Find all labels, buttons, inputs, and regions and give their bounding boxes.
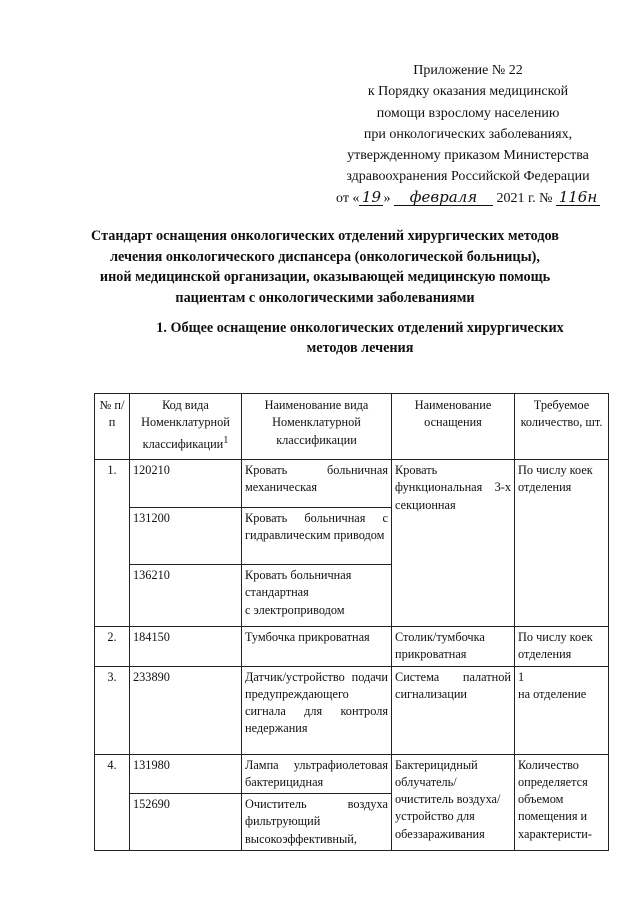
cell-qty-value: 1 bbox=[518, 669, 525, 684]
cell-code: 152690 bbox=[130, 794, 242, 851]
title-line: пациентам с онкологическими заболеваниями bbox=[175, 289, 475, 306]
cell-code: 131200 bbox=[130, 508, 242, 565]
cell-name-tail: с электроприводом bbox=[245, 602, 345, 617]
header-name: Наименование вида Номенклатурной классификации bbox=[242, 394, 392, 460]
appendix-line: помощи взрослому населению bbox=[376, 105, 560, 121]
cell-equipment: Столик/тумбочка прикроватная bbox=[392, 627, 515, 667]
cell-qty: Количество определяется объемом помещения и характеристи- bbox=[515, 754, 609, 850]
header-num: № п/п bbox=[95, 394, 130, 460]
appendix-block bbox=[318, 60, 618, 209]
table-header-row bbox=[95, 394, 609, 460]
header-code bbox=[130, 394, 242, 460]
footnote-marker: 1 bbox=[223, 434, 229, 446]
date-mid: » bbox=[383, 190, 391, 206]
cell-name: Тумбочка прикроватная bbox=[242, 627, 392, 667]
cell-name: Лампа ультрафиолетовая бактерицидная bbox=[242, 754, 392, 794]
cell-num: 4. bbox=[95, 754, 130, 850]
table-row bbox=[95, 627, 609, 667]
date-month-handwritten: февраля bbox=[394, 190, 493, 206]
order-number-handwritten: 116н bbox=[556, 190, 600, 206]
cell-name: Кровать больничная с гидравлическим приводом bbox=[242, 508, 392, 565]
cell-name: Кровать больничная механическая bbox=[242, 460, 392, 508]
cell-name: Датчик/устройство подачи предупреждающего сигнала для контроля недержания bbox=[242, 666, 392, 754]
cell-equipment: Кровать функциональная 3-х секционная bbox=[392, 460, 515, 627]
cell-equipment: Бактерицидный облучатель/ очиститель воздуха/ устройство для обеззараживания bbox=[392, 754, 515, 850]
title-line: лечения онкологического диспансера (онкологической больницы), bbox=[110, 248, 540, 265]
cell-qty: По числу коек отделения bbox=[515, 460, 609, 627]
section-line: методов лечения bbox=[306, 340, 414, 356]
cell-code: 120210 bbox=[130, 460, 242, 508]
appendix-date-line bbox=[318, 188, 618, 209]
cell-name: Очиститель воздуха фильтрующий высокоэффективный, bbox=[242, 794, 392, 851]
appendix-line: здравоохранения Российской Федерации bbox=[346, 169, 590, 185]
cell-code: 131980 bbox=[130, 754, 242, 794]
header-equipment: Наименование оснащения bbox=[392, 394, 515, 460]
appendix-line: при онкологических заболеваниях, bbox=[363, 126, 573, 142]
title-line: иной медицинской организации, оказывающей медицинскую помощь bbox=[99, 269, 551, 285]
appendix-line: утвержденному приказом Министерства bbox=[347, 148, 589, 164]
title-line: Стандарт оснащения онкологических отделений хирургических методов bbox=[91, 228, 559, 244]
cell-equipment: Система палатной сигнализации bbox=[392, 666, 515, 754]
table-row bbox=[95, 754, 609, 794]
date-prefix: от « bbox=[336, 190, 360, 206]
cell-code: 136210 bbox=[130, 565, 242, 627]
cell-num: 2. bbox=[95, 627, 130, 667]
table-row bbox=[95, 666, 609, 754]
cell-qty: По числу коек отделения bbox=[515, 627, 609, 667]
cell-num: 1. bbox=[95, 460, 130, 627]
cell-name-text: Кровать больничная стандартная bbox=[245, 568, 352, 600]
date-year: 2021 г. № bbox=[496, 190, 553, 206]
cell-name bbox=[242, 565, 392, 627]
header-code-text: Код вида Номенклатурной классификации bbox=[141, 398, 230, 451]
table-row bbox=[95, 460, 609, 508]
cell-code: 184150 bbox=[130, 627, 242, 667]
appendix-line: к Порядку оказания медицинской bbox=[367, 84, 569, 100]
cell-qty bbox=[515, 666, 609, 754]
section-heading bbox=[140, 318, 580, 358]
document-title bbox=[60, 226, 590, 308]
section-line: 1. Общее оснащение онкологических отделений хирургических bbox=[156, 320, 564, 336]
date-day-handwritten: 19 bbox=[359, 190, 383, 206]
appendix-line: Приложение № 22 bbox=[413, 63, 523, 78]
header-qty: Требуемое количество, шт. bbox=[515, 394, 609, 460]
cell-code: 233890 bbox=[130, 666, 242, 754]
cell-qty-unit: на отделение bbox=[518, 686, 587, 701]
equipment-table bbox=[94, 393, 609, 851]
cell-num: 3. bbox=[95, 666, 130, 754]
